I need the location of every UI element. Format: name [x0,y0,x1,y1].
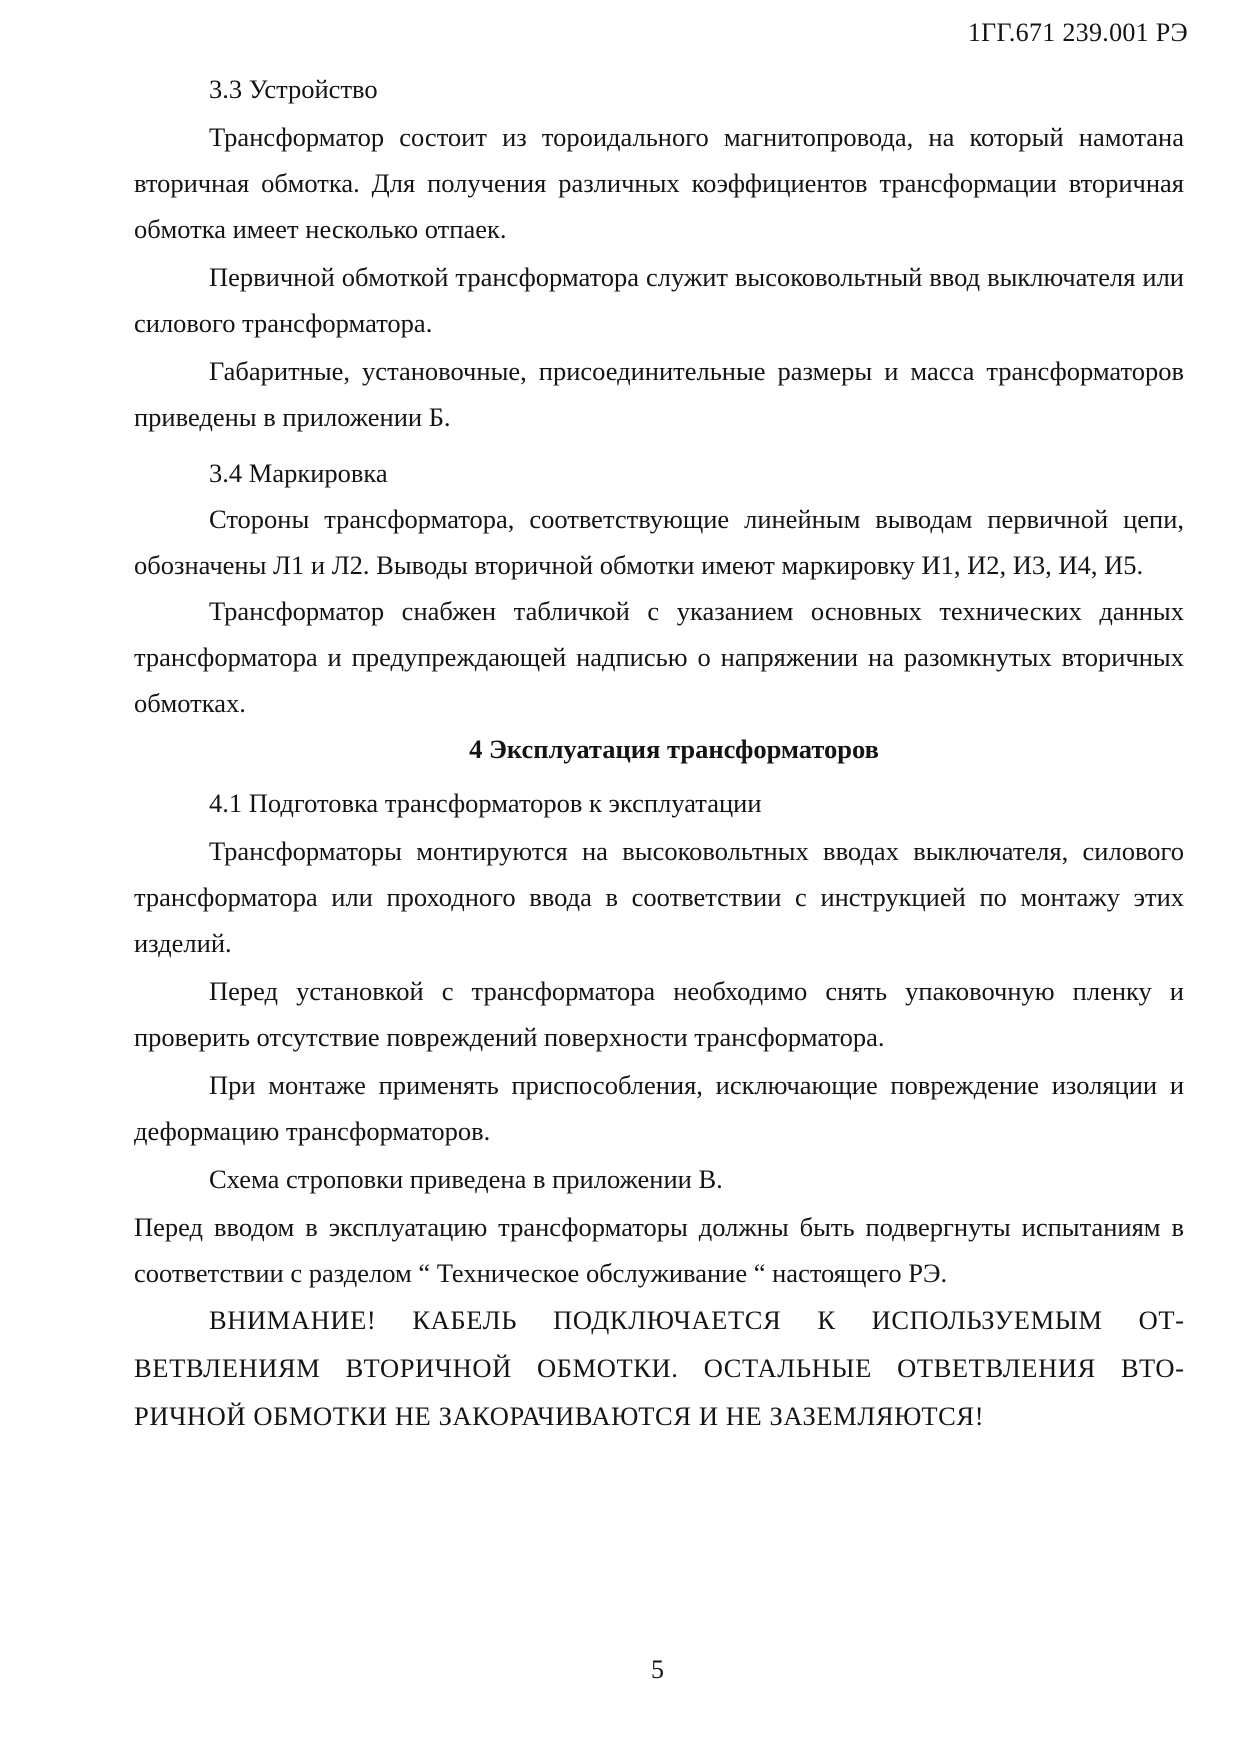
section-4-title: 4 Эксплуатация трансформаторов [469,734,879,764]
document-code: 1ГГ.671 239.001 РЭ [967,18,1188,47]
section-3-4-paragraph-1: Стороны трансформатора, соответствующие линейным выводам первичной цепи, обозначены Л1 и Л2. Выводы вторичной обмотки имеют маркировку И1, И2, И3, И4, И5. [134,504,1184,580]
page-body [134,66,1184,1440]
section-4-1-paragraph-1: Трансформаторы монтируются на высоковольтных вводах выключателя, силового трансформатора или проходного ввода в соответствии с инструкцией по монтажу этих изделий. [134,836,1184,958]
section-3-3-heading: 3.3 Устройство [209,74,378,104]
section-4-1-heading: 4.1 Подготовка трансформаторов к эксплуатации [209,788,762,818]
section-3-4-heading: 3.4 Маркировка [209,458,388,488]
section-4-1-paragraph-2: Перед установкой с трансформатора необходимо снять упаковочную пленку и проверить отсутствие повреждений поверхности трансформатора. [134,976,1184,1052]
section-4-1-paragraph-5: Перед вводом в эксплуатацию трансформаторы должны быть подвергнуты испытаниям в соответствии с разделом “ Техническое обслуживание “ настоящего РЭ. [134,1212,1184,1288]
section-3-3-paragraph-1: Трансформатор состоит из тороидального магнитопровода, на который намотана вторичная обмотка. Для получения различных коэффициентов трансформации вторичная обмотка имеет несколько отпаек. [134,122,1184,244]
warning-notice: ВНИМАНИЕ! КАБЕЛЬ ПОДКЛЮЧАЕТСЯ К ИСПОЛЬЗУЕМЫМ ОТВЕТВЛЕНИЯМ ВТОРИЧНОЙ ОБМОТКИ. ОСТАЛЬНЫЕ ОТВЕТВЛЕНИЯ ВТОРИЧНОЙ ОБМОТКИ НЕ ЗАКОРАЧИВАЮТСЯ И НЕ ЗАЗЕМЛЯЮТСЯ! [134,1305,1184,1431]
section-4-1-paragraph-3: При монтаже применять приспособления, исключающие повреждение изоляции и деформацию трансформаторов. [134,1070,1184,1146]
section-4-1-paragraph-4: Схема строповки приведена в приложении В. [209,1164,723,1194]
page-number: 5 [651,1655,664,1684]
section-3-3-paragraph-2: Первичной обмоткой трансформатора служит высоковольтный ввод выключателя или силового трансформатора. [134,262,1184,338]
section-3-4-paragraph-2: Трансформатор снабжен табличкой с указанием основных технических данных трансформатора и предупреждающей надписью о напряжении на разомкнутых вторичных обмотках. [134,596,1184,718]
section-3-3-paragraph-3: Габаритные, установочные, присоединительные размеры и масса трансформаторов приведены в приложении Б. [134,356,1184,432]
